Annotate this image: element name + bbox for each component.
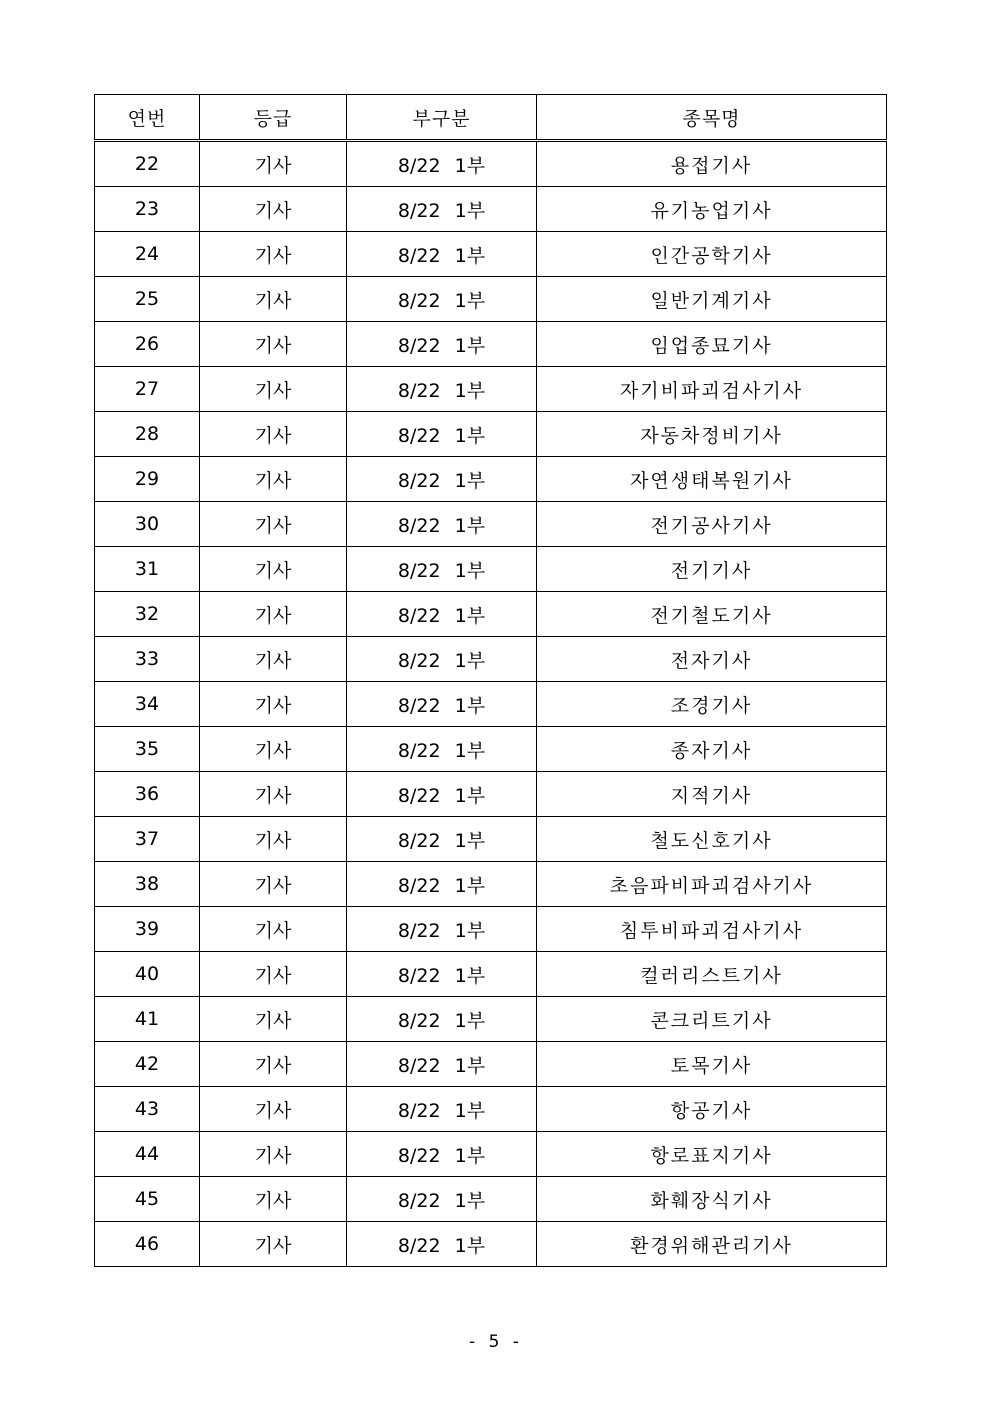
cell-no: 29 — [95, 457, 200, 502]
cell-session: 8/22 1부 — [347, 322, 537, 367]
table-row — [95, 457, 887, 502]
cell-session: 8/22 1부 — [347, 862, 537, 907]
exam-schedule-table — [94, 94, 887, 1267]
cell-name: 화훼장식기사 — [537, 1177, 887, 1222]
table-row — [95, 637, 887, 682]
cell-session: 8/22 1부 — [347, 682, 537, 727]
cell-no: 40 — [95, 952, 200, 997]
table-row — [95, 412, 887, 457]
table-row — [95, 547, 887, 592]
table-row — [95, 907, 887, 952]
cell-grade: 기사 — [200, 862, 347, 907]
table-row — [95, 367, 887, 412]
cell-name: 전기기사 — [537, 547, 887, 592]
cell-no: 39 — [95, 907, 200, 952]
header-grade: 등급 — [200, 95, 347, 141]
cell-no: 28 — [95, 412, 200, 457]
table-header-row — [95, 95, 887, 141]
cell-grade: 기사 — [200, 187, 347, 232]
cell-name: 전기철도기사 — [537, 592, 887, 637]
table-row — [95, 997, 887, 1042]
table-row — [95, 862, 887, 907]
cell-grade: 기사 — [200, 682, 347, 727]
cell-grade: 기사 — [200, 1042, 347, 1087]
cell-session: 8/22 1부 — [347, 1087, 537, 1132]
cell-name: 전자기사 — [537, 637, 887, 682]
cell-grade: 기사 — [200, 997, 347, 1042]
cell-no: 22 — [95, 141, 200, 187]
cell-no: 44 — [95, 1132, 200, 1177]
cell-no: 24 — [95, 232, 200, 277]
table-row — [95, 772, 887, 817]
cell-grade: 기사 — [200, 1222, 347, 1267]
cell-name: 항공기사 — [537, 1087, 887, 1132]
table-row — [95, 1222, 887, 1267]
table-row — [95, 141, 887, 187]
cell-no: 42 — [95, 1042, 200, 1087]
cell-name: 종자기사 — [537, 727, 887, 772]
cell-session: 8/22 1부 — [347, 727, 537, 772]
table-row — [95, 322, 887, 367]
table-row — [95, 1132, 887, 1177]
table-row — [95, 232, 887, 277]
cell-grade: 기사 — [200, 817, 347, 862]
header-session: 부구분 — [347, 95, 537, 141]
page-number: - 5 - — [469, 1332, 523, 1352]
cell-no: 41 — [95, 997, 200, 1042]
table-body — [95, 141, 887, 1267]
cell-no: 32 — [95, 592, 200, 637]
cell-name: 환경위해관리기사 — [537, 1222, 887, 1267]
cell-no: 43 — [95, 1087, 200, 1132]
cell-name: 용접기사 — [537, 141, 887, 187]
cell-name: 초음파비파괴검사기사 — [537, 862, 887, 907]
cell-name: 침투비파괴검사기사 — [537, 907, 887, 952]
cell-grade: 기사 — [200, 367, 347, 412]
cell-name: 일반기계기사 — [537, 277, 887, 322]
cell-session: 8/22 1부 — [347, 907, 537, 952]
cell-name: 조경기사 — [537, 682, 887, 727]
cell-grade: 기사 — [200, 547, 347, 592]
cell-grade: 기사 — [200, 141, 347, 187]
cell-name: 컬러리스트기사 — [537, 952, 887, 997]
cell-session: 8/22 1부 — [347, 1177, 537, 1222]
cell-grade: 기사 — [200, 502, 347, 547]
cell-session: 8/22 1부 — [347, 997, 537, 1042]
cell-session: 8/22 1부 — [347, 547, 537, 592]
table-row — [95, 592, 887, 637]
cell-session: 8/22 1부 — [347, 502, 537, 547]
cell-no: 38 — [95, 862, 200, 907]
cell-no: 46 — [95, 1222, 200, 1267]
cell-no: 30 — [95, 502, 200, 547]
cell-no: 33 — [95, 637, 200, 682]
cell-session: 8/22 1부 — [347, 277, 537, 322]
table-row — [95, 1087, 887, 1132]
cell-grade: 기사 — [200, 772, 347, 817]
cell-grade: 기사 — [200, 637, 347, 682]
cell-no: 25 — [95, 277, 200, 322]
cell-name: 토목기사 — [537, 1042, 887, 1087]
cell-name: 임업종묘기사 — [537, 322, 887, 367]
cell-no: 37 — [95, 817, 200, 862]
cell-session: 8/22 1부 — [347, 457, 537, 502]
table-row — [95, 817, 887, 862]
cell-grade: 기사 — [200, 1177, 347, 1222]
table-row — [95, 727, 887, 772]
cell-session: 8/22 1부 — [347, 817, 537, 862]
header-name: 종목명 — [537, 95, 887, 141]
cell-no: 31 — [95, 547, 200, 592]
cell-grade: 기사 — [200, 457, 347, 502]
cell-grade: 기사 — [200, 1132, 347, 1177]
table-row — [95, 682, 887, 727]
cell-no: 36 — [95, 772, 200, 817]
cell-no: 23 — [95, 187, 200, 232]
cell-name: 전기공사기사 — [537, 502, 887, 547]
cell-grade: 기사 — [200, 232, 347, 277]
table-row — [95, 1042, 887, 1087]
cell-name: 지적기사 — [537, 772, 887, 817]
cell-session: 8/22 1부 — [347, 772, 537, 817]
cell-grade: 기사 — [200, 907, 347, 952]
table-row — [95, 502, 887, 547]
cell-session: 8/22 1부 — [347, 187, 537, 232]
cell-no: 34 — [95, 682, 200, 727]
cell-session: 8/22 1부 — [347, 952, 537, 997]
cell-name: 콘크리트기사 — [537, 997, 887, 1042]
cell-no: 45 — [95, 1177, 200, 1222]
cell-name: 유기농업기사 — [537, 187, 887, 232]
cell-name: 자동차정비기사 — [537, 412, 887, 457]
cell-session: 8/22 1부 — [347, 1042, 537, 1087]
cell-session: 8/22 1부 — [347, 412, 537, 457]
cell-grade: 기사 — [200, 412, 347, 457]
cell-grade: 기사 — [200, 322, 347, 367]
cell-name: 항로표지기사 — [537, 1132, 887, 1177]
cell-session: 8/22 1부 — [347, 232, 537, 277]
table-row — [95, 187, 887, 232]
cell-session: 8/22 1부 — [347, 637, 537, 682]
cell-grade: 기사 — [200, 1087, 347, 1132]
cell-name: 철도신호기사 — [537, 817, 887, 862]
cell-name: 자연생태복원기사 — [537, 457, 887, 502]
cell-session: 8/22 1부 — [347, 1132, 537, 1177]
cell-no: 27 — [95, 367, 200, 412]
table-row — [95, 277, 887, 322]
cell-session: 8/22 1부 — [347, 592, 537, 637]
cell-session: 8/22 1부 — [347, 1222, 537, 1267]
cell-grade: 기사 — [200, 592, 347, 637]
table-row — [95, 952, 887, 997]
cell-grade: 기사 — [200, 727, 347, 772]
cell-grade: 기사 — [200, 277, 347, 322]
cell-session: 8/22 1부 — [347, 141, 537, 187]
cell-no: 26 — [95, 322, 200, 367]
cell-grade: 기사 — [200, 952, 347, 997]
table-row — [95, 1177, 887, 1222]
cell-name: 인간공학기사 — [537, 232, 887, 277]
header-no: 연번 — [95, 95, 200, 141]
cell-session: 8/22 1부 — [347, 367, 537, 412]
cell-name: 자기비파괴검사기사 — [537, 367, 887, 412]
cell-no: 35 — [95, 727, 200, 772]
